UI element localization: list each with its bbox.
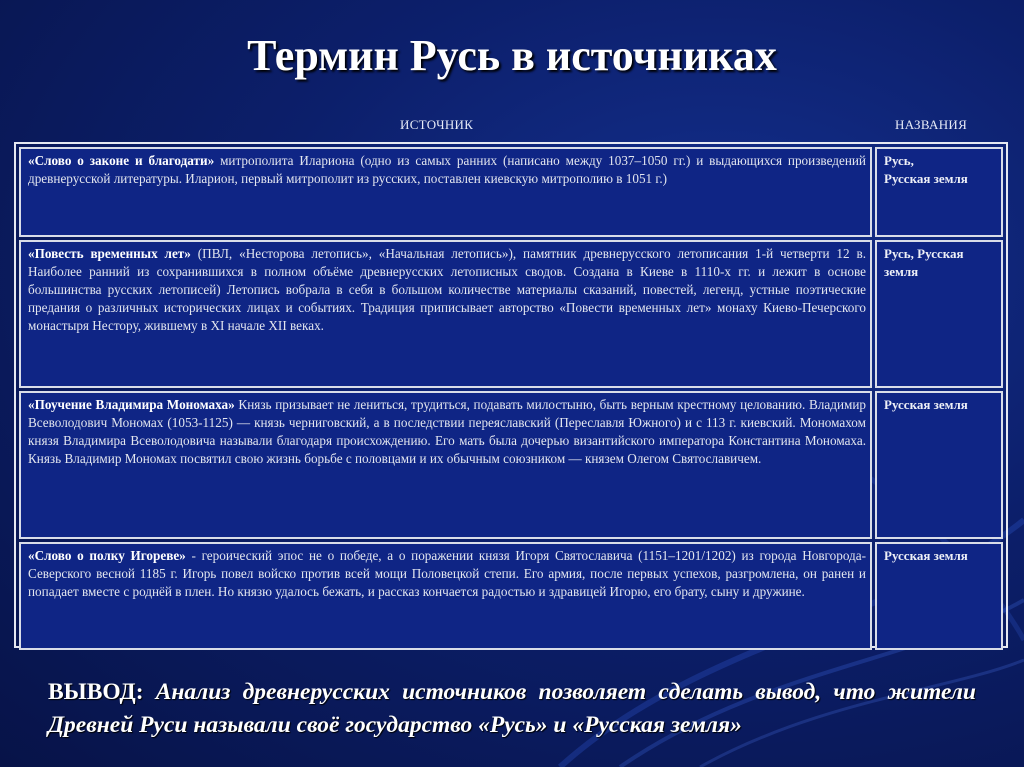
work-title: «Повесть временных лет» — [28, 246, 191, 261]
work-description: - героический эпос не о победе, а о поражении князя Игоря Святославича (1151–1201/1202) из города Новгорода-Северского весной 1185 г. Игорь повел войско против всей мощи Половецкой степи. Его армия, после первых успехов, разгромлена, он ранен и попадает вместе с роднёй в плен. Но князю удалось бежать, и рассказ кончается радостью и здравицей Игорю, его брату, сыну и дружине. — [28, 548, 866, 599]
work-description: митрополита Илариона (одно из самых ранних (написано между 1037–1050 гг.) и выдающихся произведений древнерусской литературы. Иларион, первый митрополит из русских, поставлен киевскую митрополию в 1051 г.) — [28, 153, 866, 186]
names-cell: Русь, Русская земля — [875, 147, 1003, 237]
names-cell: Русская земля — [875, 391, 1003, 539]
conclusion-text: Анализ древнерусских источников позволяет сделать вывод, что жители Древней Руси называли своё государство «Русь» и «Русская земля» — [48, 679, 976, 738]
table-row — [19, 240, 1003, 388]
column-header-names: НАЗВАНИЯ — [895, 117, 968, 132]
table-row — [19, 147, 1003, 237]
work-title: «Слово о полку Игореве» — [28, 548, 186, 563]
sources-table — [14, 142, 1008, 648]
column-header-source: ИСТОЧНИК — [400, 117, 474, 132]
conclusion — [48, 676, 976, 742]
slide-title: Термин Русь в источниках — [247, 31, 777, 80]
work-description: Князь призывает не лениться, трудиться, подавать милостыню, быть верным крестному целованию. Владимир Всеволодович Мономах (1053-1125) — князь черниговский, а в последствии переяславский (Переславля Южного) и с 113 г. киевский. Мономахом князя Владимира Всеволодовича называли благодаря происхождению. Его мать была дочерью византийского императора Константина Мономаха. Князь Владимир Мономах посвятил свою жизнь борьбе с половцами и их обычным союзником — князем Олегом Святославичем. — [28, 397, 866, 466]
conclusion-lead: ВЫВОД: — [48, 679, 144, 705]
work-description: (ПВЛ, «Несторова летопись», «Начальная летопись»), памятник древнерусского летописания 1-й четверти 12 в. Наиболее ранний из сохранившихся в полном объёме древнерусских летописных сводов. Создана в Киеве в 1110-х гг. и лежит в основе большинства русских летописей) Летопись вобрала в себя в большом количестве материалы сказаний, повестей, легенд, устные поэтические предания о различных исторических лицах и событиях. Традиция приписывает авторство «Повести временных лет» монаху Киево-Печерского монастыря Нестору, жившему в XI начале XII веках. — [28, 246, 866, 333]
table-row — [19, 391, 1003, 539]
source-cell — [19, 391, 872, 539]
names-cell: Русская земля — [875, 542, 1003, 650]
table-row — [19, 542, 1003, 650]
source-cell — [19, 240, 872, 388]
names-cell: Русь, Русская земля — [875, 240, 1003, 388]
source-cell — [19, 542, 872, 650]
work-title: «Поучение Владимира Мономаха» — [28, 397, 235, 412]
work-title: «Слово о законе и благодати» — [28, 153, 215, 168]
source-cell — [19, 147, 872, 237]
